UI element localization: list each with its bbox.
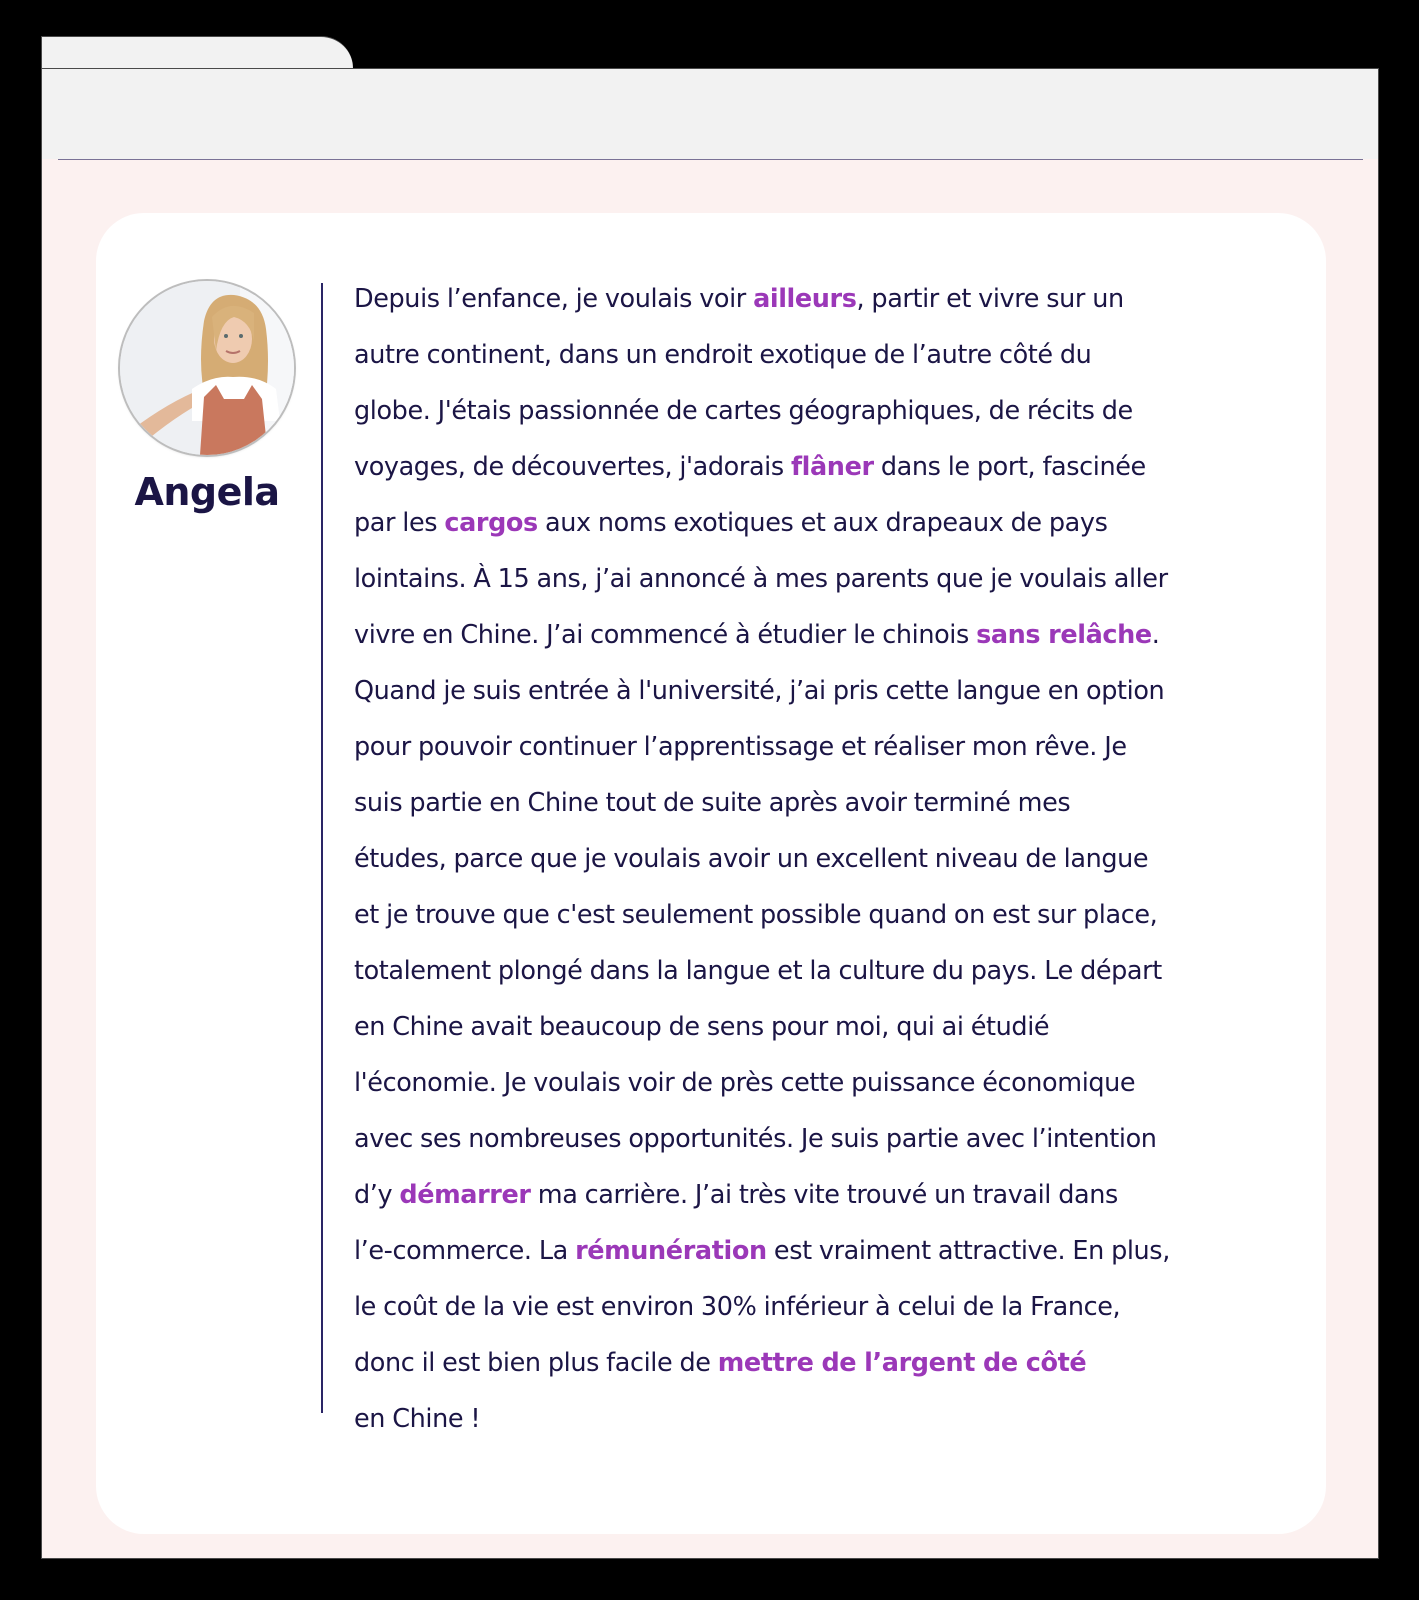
text-segment: l’e-commerce. La [354, 1236, 576, 1266]
text-segment: vivre en Chine. J’ai commencé à étudier le chinois [354, 620, 977, 650]
text-line [354, 887, 1284, 943]
highlighted-term: mettre de l’argent de côté [717, 1348, 1087, 1378]
avatar-photo-icon [120, 281, 294, 455]
text-segment: le coût de la vie est environ 30% inférieur à celui de la France, [354, 1292, 1121, 1322]
folder-header [42, 69, 1378, 159]
highlighted-term: démarrer [399, 1180, 531, 1210]
text-segment: autre continent, dans un endroit exotique de l’autre côté du [354, 340, 1092, 370]
text-line [354, 775, 1284, 831]
text-segment: dans le port, fascinée [873, 452, 1146, 482]
text-line [354, 1055, 1284, 1111]
text-line [354, 1223, 1284, 1279]
text-segment: Depuis l’enfance, je voulais voir [354, 284, 754, 314]
header-divider [58, 159, 1363, 160]
highlighted-term: ailleurs [753, 284, 857, 314]
text-segment: par les [354, 508, 445, 538]
avatar [120, 281, 294, 455]
text-line [354, 383, 1284, 439]
text-segment: études, parce que je voulais avoir un excellent niveau de langue [354, 844, 1149, 874]
text-segment: et je trouve que c'est seulement possible quand on est sur place, [354, 900, 1158, 930]
text-line [354, 1111, 1284, 1167]
highlighted-term: rémunération [575, 1236, 767, 1266]
text-segment: lointains. À 15 ans, j’ai annoncé à mes parents que je voulais aller [354, 564, 1168, 594]
text-segment: ma carrière. J’ai très vite trouvé un travail dans [530, 1180, 1118, 1210]
text-line [354, 943, 1284, 999]
testimonial-card [96, 213, 1326, 1534]
text-segment: suis partie en Chine tout de suite après avoir terminé mes [354, 788, 1071, 818]
text-segment: l'économie. Je voulais voir de près cette puissance économique [354, 1068, 1136, 1098]
vertical-divider [321, 283, 323, 1413]
testimonial-text [354, 271, 1284, 1447]
text-line [354, 327, 1284, 383]
text-line [354, 1391, 1284, 1447]
text-segment: . [1151, 620, 1160, 650]
text-line [354, 607, 1284, 663]
text-line [354, 719, 1284, 775]
text-line [354, 1167, 1284, 1223]
highlighted-term: sans relâche [976, 620, 1152, 650]
text-segment: en Chine ! [354, 1404, 481, 1434]
text-line [354, 551, 1284, 607]
text-line [354, 495, 1284, 551]
text-line [354, 1335, 1284, 1391]
text-line [354, 831, 1284, 887]
text-line [354, 999, 1284, 1055]
text-segment: totalement plongé dans la langue et la culture du pays. Le départ [354, 956, 1162, 986]
text-segment: voyages, de découvertes, j'adorais [354, 452, 791, 482]
folder-panel [41, 68, 1379, 1559]
text-line [354, 663, 1284, 719]
text-segment: avec ses nombreuses opportunités. Je suis partie avec l’intention [354, 1124, 1157, 1154]
text-segment: globe. J'étais passionnée de cartes géographiques, de récits de [354, 396, 1133, 426]
text-segment: , partir et vivre sur un [856, 284, 1124, 314]
text-segment: pour pouvoir continuer l’apprentissage et réaliser mon rêve. Je [354, 732, 1127, 762]
text-segment: aux noms exotiques et aux drapeaux de pays [537, 508, 1108, 538]
person-name: Angela [134, 470, 280, 514]
text-line [354, 1279, 1284, 1335]
text-segment: d’y [354, 1180, 400, 1210]
highlighted-term: cargos [444, 508, 538, 538]
text-line [354, 271, 1284, 327]
text-segment: donc il est bien plus facile de [354, 1348, 718, 1378]
text-segment: en Chine avait beaucoup de sens pour moi, qui ai étudié [354, 1012, 1050, 1042]
text-segment: Quand je suis entrée à l'université, j’ai pris cette langue en option [354, 676, 1165, 706]
highlighted-term: flâner [790, 452, 874, 482]
text-segment: est vraiment attractive. En plus, [766, 1236, 1170, 1266]
text-line [354, 439, 1284, 495]
